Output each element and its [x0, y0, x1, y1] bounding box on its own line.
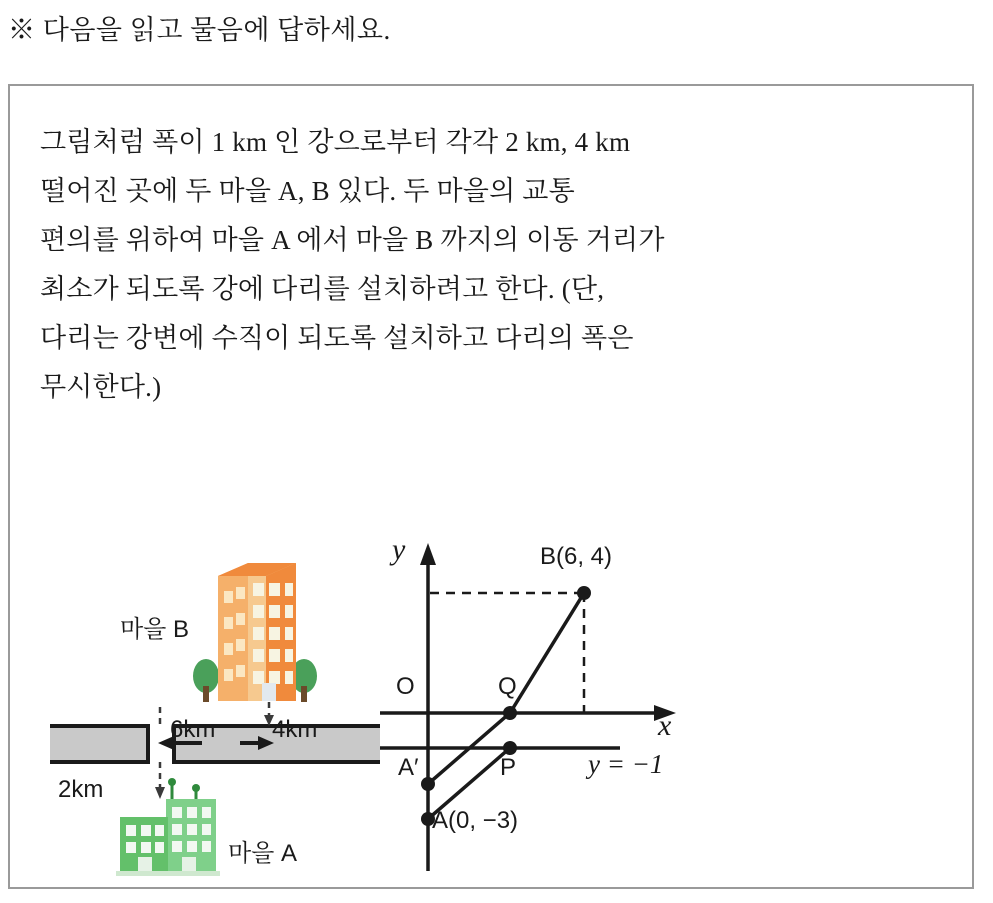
origin-label: O: [396, 673, 415, 700]
problem-line-2: 떨어진 곳에 두 마을 A, B 있다. 두 마을의 교통: [40, 176, 575, 206]
point-a-prime-label: A′: [398, 754, 419, 781]
problem-statement: [40, 118, 945, 412]
coordinate-graph: [370, 521, 700, 886]
x-axis-label: x: [658, 709, 672, 742]
point-q-label: Q: [498, 673, 517, 700]
distance-6km-label: 6km: [170, 716, 216, 743]
point-p-label: P: [500, 754, 517, 781]
river-illustration: [50, 521, 380, 886]
line-y-label: y = −1: [588, 749, 664, 779]
problem-box: [8, 84, 974, 889]
coordinate-graph-svg: [370, 521, 700, 886]
problem-line-3: 편의를 위하여 마을 A 에서 마을 B 까지의 이동 거리가: [40, 225, 665, 255]
point-q-marker: [503, 706, 517, 720]
distance-2km-label: 2km: [58, 776, 104, 803]
building-a-icon: [116, 778, 220, 876]
problem-line-4: 최소가 되도록 강에 다리를 설치하려고 한다. (단,: [40, 274, 605, 304]
figures-area: [10, 521, 972, 886]
y-axis-label: y: [392, 533, 406, 566]
point-b-label: B(6, 4): [540, 543, 613, 570]
point-p-marker: [503, 741, 517, 755]
village-b-label: 마을 B: [120, 616, 190, 643]
point-b-marker: [577, 586, 591, 600]
segment-q-to-b: [510, 593, 584, 713]
river-illustration-svg: [50, 521, 380, 886]
point-a-label: A(0, −3): [432, 807, 519, 834]
x-axis: [380, 705, 676, 721]
problem-line-1: 그림처럼 폭이 1 km 인 강으로부터 각각 2 km, 4 km: [40, 127, 631, 157]
instruction-text: ※ 다음을 읽고 물음에 답하세요.: [8, 15, 391, 45]
problem-line-6: 무시한다.): [40, 372, 162, 402]
point-aprime-marker: [421, 777, 435, 791]
problem-line-5: 다리는 강변에 수직이 되도록 설치하고 다리의 폭은: [40, 323, 634, 353]
building-b-icon: [193, 563, 317, 702]
village-a-label: 마을 A: [228, 840, 298, 867]
distance-4km-label: 4km: [272, 716, 318, 743]
